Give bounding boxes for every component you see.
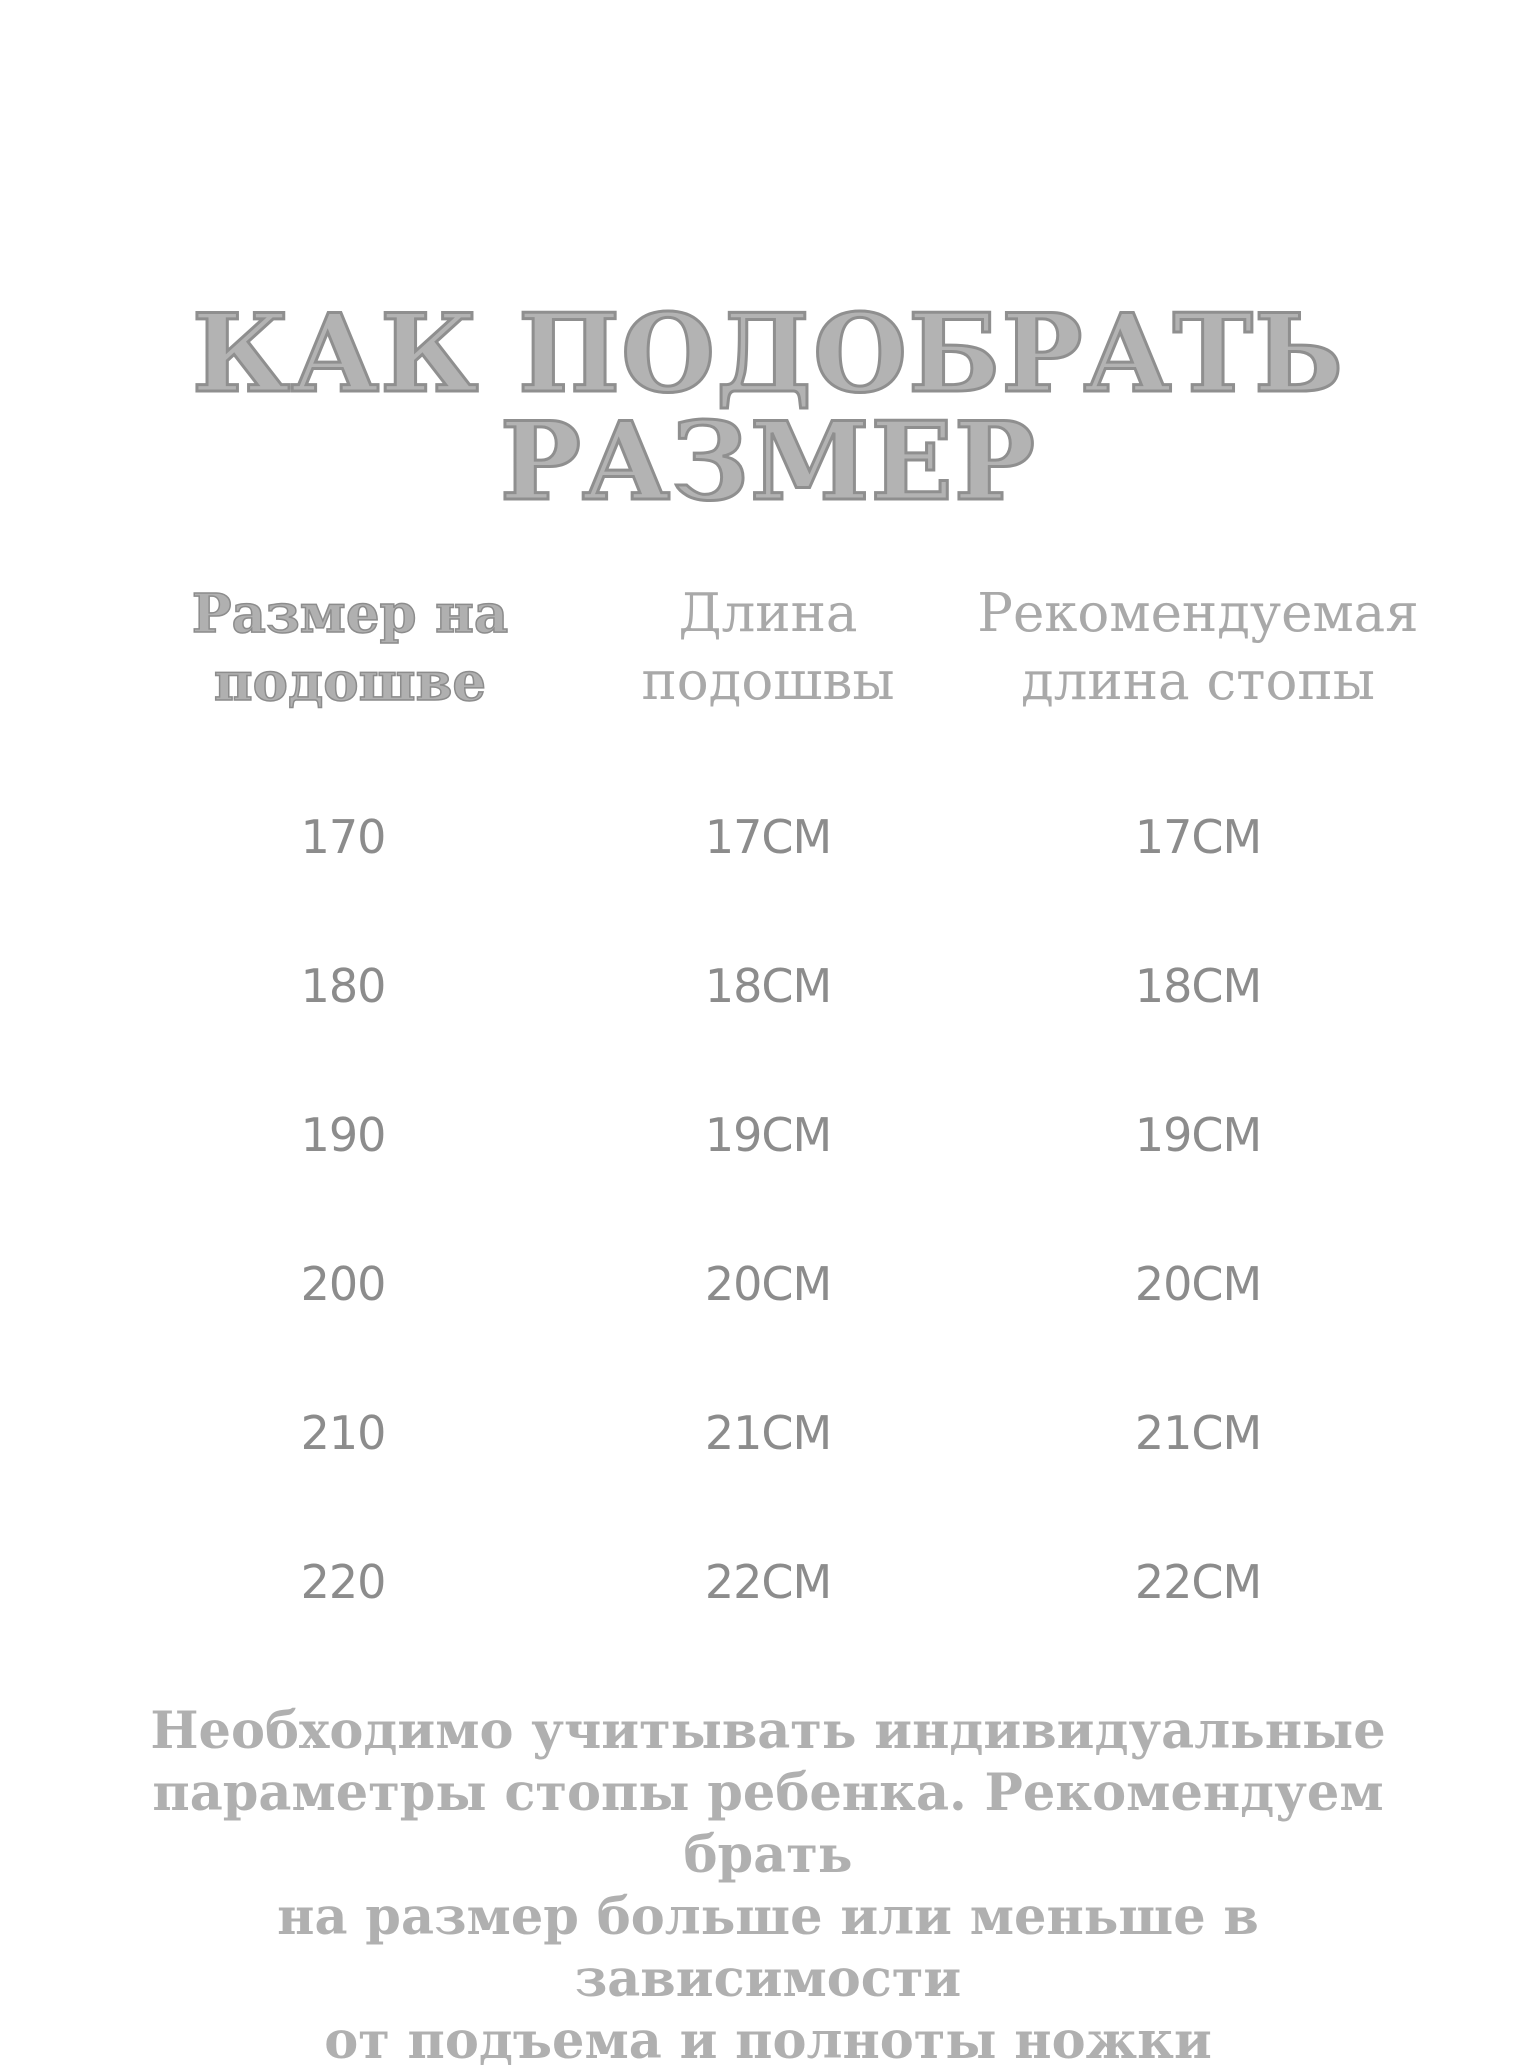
sole-length-cell: 17CM: [704, 810, 832, 864]
column-header-line: подошвы: [641, 651, 895, 712]
foot-length-cell: 19CM: [1134, 1108, 1262, 1162]
column-header-foot-length: [938, 580, 1458, 716]
foot-length-cell: 21CM: [1134, 1406, 1262, 1460]
column-header-sole-size: [150, 580, 550, 716]
note-line: на размер больше или меньше в зависимости: [277, 1887, 1259, 2009]
sole-length-cell: 20CM: [704, 1257, 832, 1311]
foot-length-cell: 20CM: [1134, 1257, 1262, 1311]
sole-length-cell: 18CM: [704, 959, 832, 1013]
page-title: КАК ПОДОБРАТЬ РАЗМЕР: [191, 291, 1345, 525]
size-cell: 210: [300, 1406, 386, 1460]
foot-length-cell: 18CM: [1134, 959, 1262, 1013]
fitting-note: [80, 1700, 1456, 2072]
note-line: от подъема и полноты ножки: [324, 2011, 1212, 2071]
sole-length-cell: 21CM: [704, 1406, 832, 1460]
size-cell: 170: [300, 810, 386, 864]
column-header-line: Длина: [678, 583, 858, 644]
foot-length-cell: 17CM: [1134, 810, 1262, 864]
column-header-line: длина стопы: [1021, 651, 1375, 712]
size-cell: 200: [300, 1257, 386, 1311]
note-line: параметры стопы ребенка. Рекомендуем брать: [152, 1763, 1384, 1885]
size-cell: 190: [300, 1108, 386, 1162]
foot-length-cell: 22CM: [1134, 1555, 1262, 1609]
size-cell: 220: [300, 1555, 386, 1609]
column-header-line: Рекомендуемая: [977, 583, 1419, 644]
column-header-sole-length: [568, 580, 968, 716]
size-cell: 180: [300, 959, 386, 1013]
column-header-line: подошве: [213, 651, 487, 713]
sole-length-cell: 19CM: [704, 1108, 832, 1162]
column-header-line: Размер на: [191, 583, 509, 645]
note-line: Необходимо учитывать индивидуальные: [150, 1701, 1386, 1761]
sole-length-cell: 22CM: [704, 1555, 832, 1609]
